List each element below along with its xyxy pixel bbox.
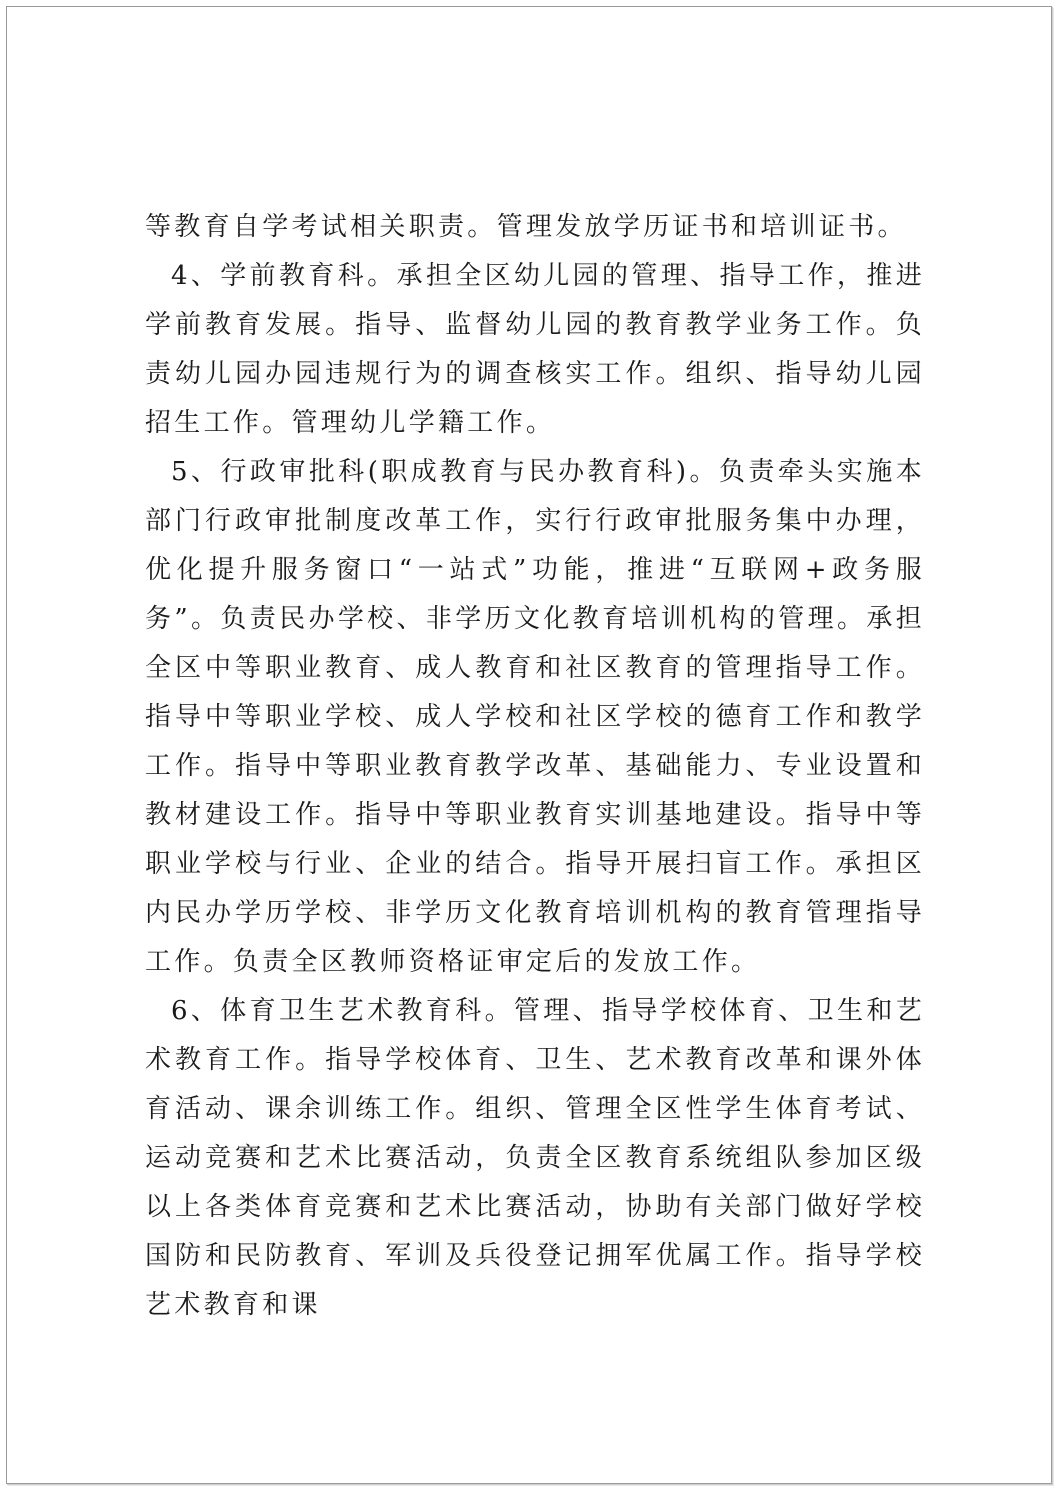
document-body bbox=[145, 203, 925, 1330]
document-page bbox=[6, 6, 1052, 1484]
paragraph-continuation: 等教育自学考试相关职责。管理发放学历证书和培训证书。 bbox=[145, 212, 907, 242]
paragraph-preschool-section: 4、学前教育科。承担全区幼儿园的管理、指导工作，推进学前教育发展。指导、监督幼儿园的教育教学业务工作。负责幼儿园办园违规行为的调查核实工作。组织、指导幼儿园招生工作。管理幼儿学籍工作。 bbox=[145, 261, 925, 438]
paragraph-administrative-approval-section: 5、行政审批科(职成教育与民办教育科)。负责牵头实施本部门行政审批制度改革工作，实行行政审批服务集中办理，优化提升服务窗口“一站式”功能，推进“互联网+政务服务”。负责民办学校、非学历文化教育培训机构的管理。承担全区中等职业教育、成人教育和社区教育的管理指导工作。指导中等职业学校、成人学校和社区学校的德育工作和教学工作。指导中等职业教育教学改革、基础能力、专业设置和教材建设工作。指导中等职业教育实训基地建设。指导中等职业学校与行业、企业的结合。指导开展扫盲工作。承担区内民办学历学校、非学历文化教育培训机构的教育管理指导工作。负责全区教师资格证审定后的发放工作。 bbox=[145, 457, 925, 977]
paragraph-sports-health-arts-section: 6、体育卫生艺术教育科。管理、指导学校体育、卫生和艺术教育工作。指导学校体育、卫生、艺术教育改革和课外体育活动、课余训练工作。组织、管理全区性学生体育考试、运动竞赛和艺术比赛活动，负责全区教育系统组队参加区级以上各类体育竞赛和艺术比赛活动，协助有关部门做好学校国防和民防教育、军训及兵役登记拥军优属工作。指导学校艺术教育和课 bbox=[145, 996, 925, 1320]
